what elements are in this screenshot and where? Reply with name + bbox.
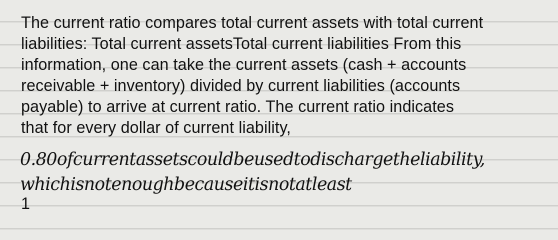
paragraph-line: 1 bbox=[21, 195, 31, 213]
paragraph-line: information, one can take the current assets (cash + accounts bbox=[21, 56, 467, 74]
paragraph-line: payable) to arrive at current ratio. The current ratio indicates bbox=[21, 98, 454, 116]
paragraph-line: The current ratio compares total current assets with total current bbox=[21, 14, 484, 32]
math-rendered-line: whichisnotenoughbecauseitisnotatleast bbox=[20, 175, 352, 195]
math-rendered-line: 0.80ofcurrentassetscouldbeusedtodischargetheliability, bbox=[20, 150, 485, 170]
paragraph-line: that for every dollar of current liability, bbox=[21, 119, 291, 137]
paragraph-line: liabilities: Total current assetsTotal current liabilities From this bbox=[21, 35, 462, 53]
paragraph-line: receivable + inventory) divided by current liabilities (accounts bbox=[21, 77, 461, 95]
